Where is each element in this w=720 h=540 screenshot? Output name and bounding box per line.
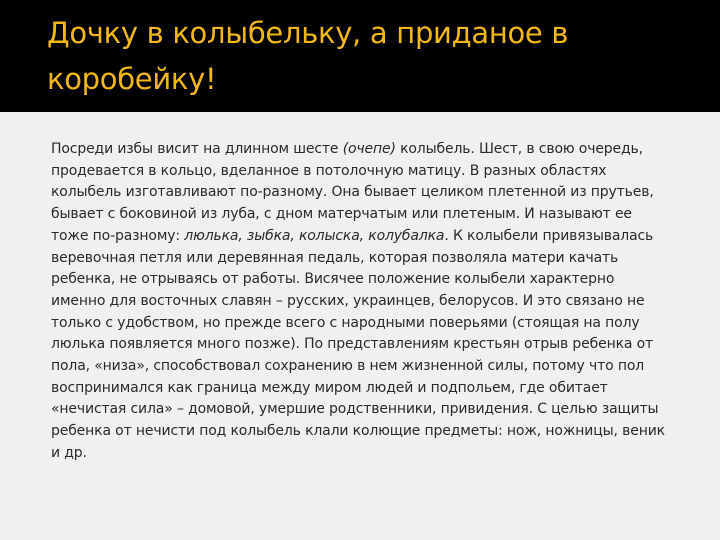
body-text-2: колыбель. Шест, в свою очередь, продевается в кольцо, вделанное в потолочную матицу. В разных областях колыбель изготавливают по-разному. Она бывает целиком плетенной из прутьев, бывает с боковиной из луба, с дном матерчатым или плетеным. И называют ее тоже по-разному:	[51, 141, 654, 244]
body-text-3: . К колыбели привязывалась веревочная петля или деревянная педаль, которая позволяла матери качать ребенка, не отрываясь от работы. Висячее положение колыбели характерно именно для восточных славян – русских, украинцев, белорусов. И это связано не только с удобством, но прежде всего с народными поверьями (стоящая на полу люлька появляется много позже). По представлениям крестьян отрыв ребенка от пола, «низа», способствовал сохранению в нем жизненной силы, потому что пол воспринимался как граница между миром людей и подпольем, где обитает «нечистая сила» – домовой, умершие родственники, привидения. С целью защиты ребенка от нечисти под колыбель клали колющие предметы: нож, ножницы, веник и др.	[51, 227, 665, 461]
title-bar	[0, 0, 720, 112]
slide-title: Дочку в колыбельку, а приданое в коробейку!	[47, 16, 569, 96]
body-text-1: Посреди избы висит на длинном шесте	[51, 141, 343, 157]
body-italic-ochep: (очепе)	[342, 141, 396, 157]
body-paragraph	[51, 139, 671, 465]
body-italic-cradle-names: люлька, зыбка, колыска, колубалка	[184, 227, 445, 244]
